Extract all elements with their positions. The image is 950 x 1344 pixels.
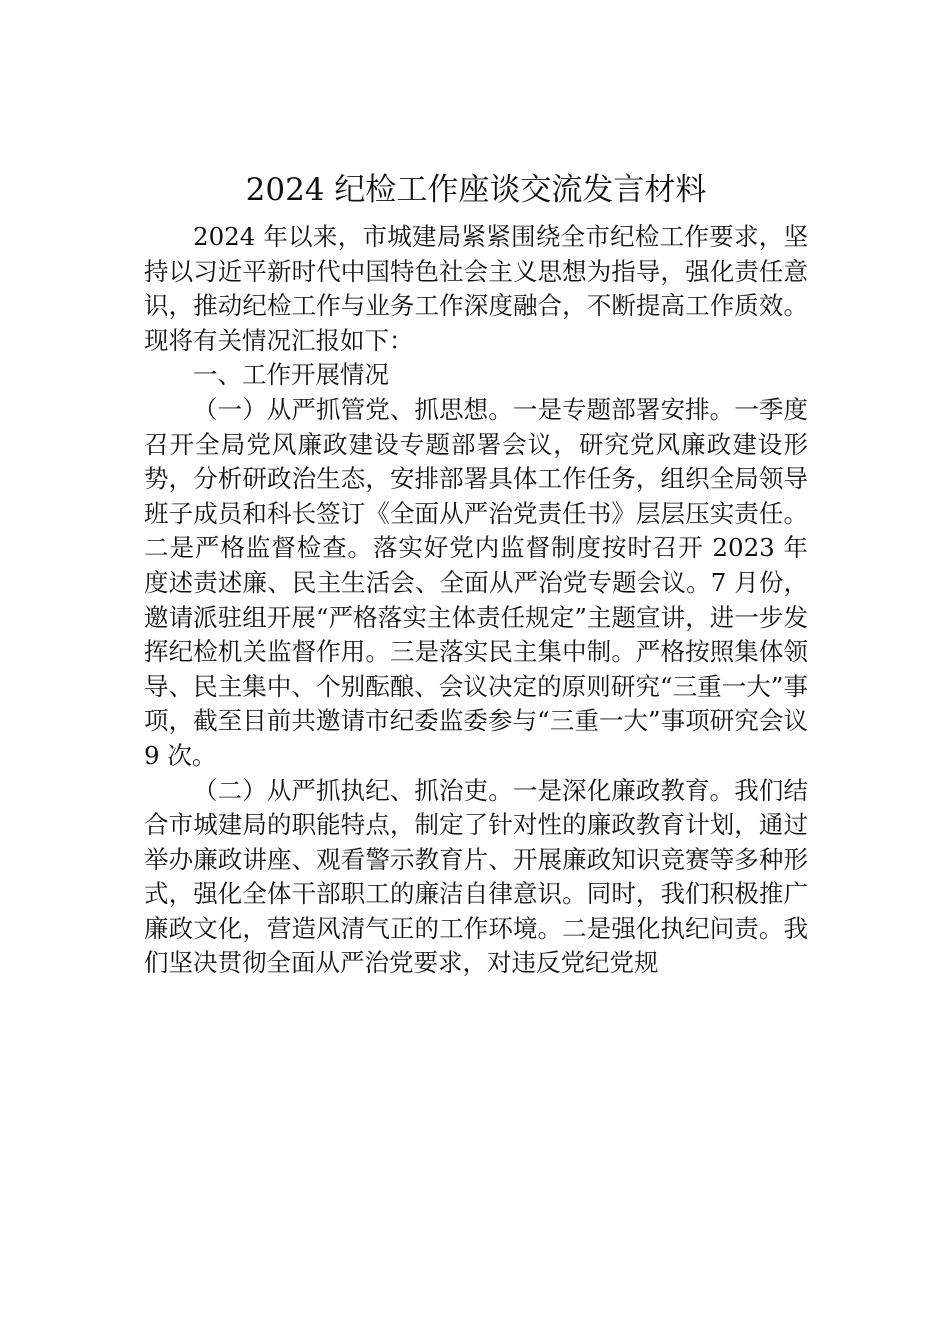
document-body: [144, 168, 808, 981]
section-heading: 一、工作开展情况: [193, 360, 389, 390]
paragraph-1: （一）从严抓管党、抓思想。一是专题部署安排。一季度召开全局党风廉政建设专题部署会议，研究党风廉政建设形势，分析研政治生态，安排部署具体工作任务，组织全局领导班子成员和科长签订《全面从严治党责任书》层层压实责任。二是严格监督检查。落实好党内监督制度按时召开 2023 年度述责述廉、民主生活会、全面从严治党专题会议。7 月份，邀请派驻组开展“严格落实主体责任规定”主题宣讲，进一步发挥纪检机关监督作用。三是落实民主集中制。严格按照集体领导、民主集中、个别酝酿、会议决定的原则研究“三重一大”事项，截至目前共邀请市纪委监委参与“三重一大”事项研究会议 9 次。: [144, 394, 808, 770]
intro-paragraph: 2024 年以来，市城建局紧紧围绕全市纪检工作要求，坚持以习近平新时代中国特色社会主义思想为指导，强化责任意识，推动纪检工作与业务工作深度融合，不断提高工作质效。现将有关情况汇报如下：: [144, 222, 808, 355]
paragraph-2: （二）从严抓执纪、抓治吏。一是深化廉政教育。我们结合市城建局的职能特点，制定了针对性的廉政教育计划，通过举办廉政讲座、观看警示教育片、开展廉政知识竞赛等多种形式，强化全体干部职工的廉洁自律意识。同时，我们积极推广廉政文化，营造风清气正的工作环境。二是强化执纪问责。我们坚决贯彻全面从严治党要求，对违反党纪党规: [144, 775, 808, 978]
document-title: 2024 纪检工作座谈交流发言材料: [245, 172, 707, 208]
